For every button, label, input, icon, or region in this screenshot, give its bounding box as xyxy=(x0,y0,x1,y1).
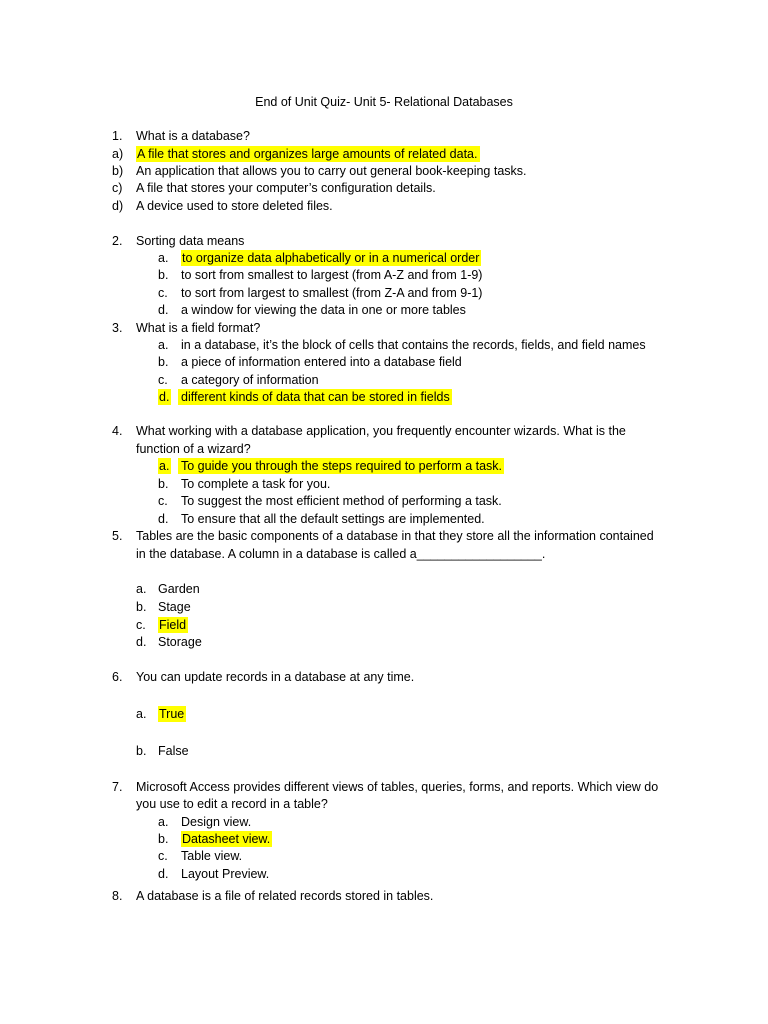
option-marker: b. xyxy=(158,268,169,282)
question-text: A database is a file of related records stored in tables. xyxy=(136,889,434,903)
option-text: A file that stores your computer’s configuration details. xyxy=(136,181,436,195)
option-marker: c) xyxy=(112,181,123,195)
option-marker: a. xyxy=(158,815,169,829)
option-marker: c. xyxy=(158,849,168,863)
option-text-highlighted: True xyxy=(159,707,185,721)
option-marker: c. xyxy=(136,618,146,632)
option-text-highlighted: A file that stores and organizes large amounts of related data. xyxy=(137,147,478,161)
option-marker: d. xyxy=(136,635,147,649)
option-marker-highlighted: d. xyxy=(159,390,170,404)
option-marker: c. xyxy=(158,373,168,387)
question-number: 7. xyxy=(112,780,123,794)
option-text: to sort from largest to smallest (from Z-A and from 9-1) xyxy=(181,286,483,300)
option-text: To ensure that all the default settings are implemented. xyxy=(181,512,485,526)
option-text: a window for viewing the data in one or more tables xyxy=(181,303,466,317)
option-text: to sort from smallest to largest (from A-Z and from 1-9) xyxy=(181,268,483,282)
option-marker: c. xyxy=(158,494,168,508)
option-marker: a. xyxy=(158,251,169,265)
option-text: False xyxy=(158,744,189,758)
option-marker: a. xyxy=(136,582,147,596)
option-text: in a database, it’s the block of cells that contains the records, fields, and field names xyxy=(181,338,646,352)
option-marker: b. xyxy=(158,355,169,369)
option-marker: d. xyxy=(158,867,169,881)
question-text: You can update records in a database at any time. xyxy=(136,670,415,684)
option-text: Table view. xyxy=(181,849,243,863)
question-number: 5. xyxy=(112,529,123,543)
document-title: End of Unit Quiz- Unit 5- Relational Databases xyxy=(255,95,513,109)
option-marker: a) xyxy=(112,147,124,161)
option-marker: d. xyxy=(158,303,169,317)
option-text: To complete a task for you. xyxy=(181,477,331,491)
option-text: A device used to store deleted files. xyxy=(136,199,333,213)
option-text: Design view. xyxy=(181,815,252,829)
question-text-line-2: you use to edit a record in a table? xyxy=(136,797,328,811)
option-marker: b. xyxy=(136,744,147,758)
question-text: What is a database? xyxy=(136,129,250,143)
option-marker: b. xyxy=(136,600,147,614)
option-text: a piece of information entered into a database field xyxy=(181,355,462,369)
option-marker: b. xyxy=(158,832,169,846)
option-marker: a. xyxy=(136,707,147,721)
option-text: To suggest the most efficient method of performing a task. xyxy=(181,494,502,508)
option-text-highlighted: Field xyxy=(159,618,187,632)
question-text-line-2: function of a wizard? xyxy=(136,442,251,456)
option-text-highlighted: to organize data alphabetically or in a numerical order xyxy=(182,251,480,265)
question-number: 2. xyxy=(112,234,123,248)
question-text: What is a field format? xyxy=(136,321,261,335)
question-text-line-2: in the database. A column in a database is called a__________________. xyxy=(136,547,546,561)
question-number: 1. xyxy=(112,129,123,143)
question-text-line-1: What working with a database application, you frequently encounter wizards. What is the xyxy=(136,424,626,438)
option-marker: b. xyxy=(158,477,169,491)
option-marker: a. xyxy=(158,338,169,352)
question-text-line-1: Microsoft Access provides different views of tables, queries, forms, and reports. Which view do xyxy=(136,780,659,794)
question-number: 4. xyxy=(112,424,123,438)
option-text: a category of information xyxy=(181,373,319,387)
option-marker: d) xyxy=(112,199,124,213)
option-marker: b) xyxy=(112,164,124,178)
question-number: 6. xyxy=(112,670,123,684)
option-marker-highlighted: a. xyxy=(159,459,170,473)
option-text-highlighted: Datasheet view. xyxy=(182,832,271,846)
option-text-highlighted: different kinds of data that can be stored in fields xyxy=(178,389,452,405)
question-number: 3. xyxy=(112,321,123,335)
option-marker: c. xyxy=(158,286,168,300)
option-marker: d. xyxy=(158,512,169,526)
option-text: Garden xyxy=(158,582,200,596)
option-text: Storage xyxy=(158,635,202,649)
option-text: Stage xyxy=(158,600,191,614)
option-text: An application that allows you to carry out general book-keeping tasks. xyxy=(136,164,527,178)
question-text-line-1: Tables are the basic components of a database in that they store all the information contained xyxy=(136,529,654,543)
option-text-highlighted: To guide you through the steps required to perform a task. xyxy=(178,458,504,474)
question-number: 8. xyxy=(112,889,123,903)
question-text: Sorting data means xyxy=(136,234,245,248)
option-text: Layout Preview. xyxy=(181,867,270,881)
